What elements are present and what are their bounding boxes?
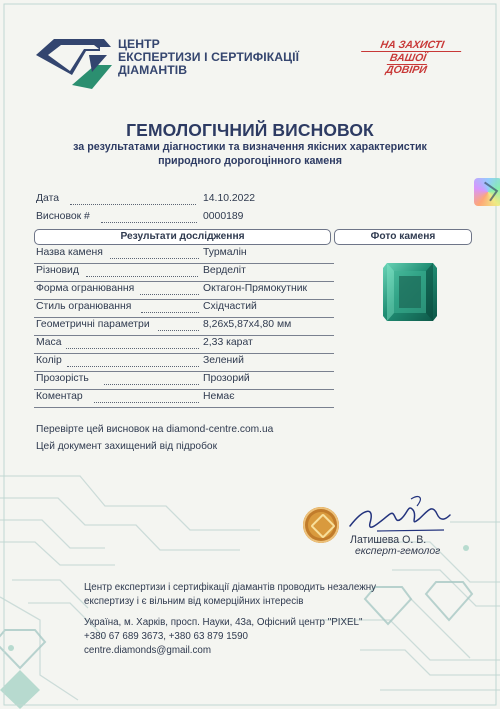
results-divider: [34, 263, 334, 264]
results-section-header: Результати дослідження: [34, 229, 331, 245]
result-label: Геометричні параметри: [36, 319, 150, 330]
result-row: [36, 247, 336, 264]
result-label: Маса: [36, 337, 62, 348]
result-dotted-leader: [104, 383, 199, 385]
seal-stamp-icon: [303, 507, 339, 543]
result-value: Зелений: [203, 355, 244, 366]
signer-name: Латишева О. В.: [350, 534, 427, 546]
slogan-line-1: НА ЗАХИСТІ: [361, 40, 463, 52]
result-value: 2,33 карат: [203, 337, 253, 348]
result-row: [36, 373, 336, 390]
result-row: [36, 283, 336, 300]
results-divider: [34, 281, 334, 282]
result-row: [36, 391, 336, 408]
result-row: [36, 337, 336, 354]
diamond-logo-icon: [34, 37, 112, 89]
result-row: [36, 265, 336, 282]
result-dotted-leader: [141, 311, 199, 313]
results-divider: [34, 299, 334, 300]
result-dotted-leader: [140, 293, 199, 295]
date-value: 14.10.2022: [203, 193, 256, 204]
result-label: Різновид: [36, 265, 79, 276]
slogan-line-3: ДОВІРИ: [384, 64, 428, 76]
date-dotted-leader: [70, 203, 196, 205]
conclusion-number-value: 0000189: [203, 211, 244, 222]
results-divider: [34, 317, 334, 318]
result-value: Турмалін: [203, 247, 247, 258]
conclusion-number-dotted-leader: [101, 221, 197, 223]
document-subtitle: [30, 140, 470, 168]
result-label: Коментар: [36, 391, 83, 402]
result-value: Октагон-Прямокутник: [203, 283, 308, 294]
results-divider: [34, 407, 334, 408]
signature-icon: [346, 492, 451, 536]
hologram-symbol-icon: [478, 182, 499, 202]
result-value: Прозорий: [203, 373, 250, 384]
result-row: [36, 301, 336, 318]
result-label: Стиль огранювання: [36, 301, 132, 312]
protection-note: Цей документ захищений від підробок: [36, 441, 218, 452]
brand-line-2: ЕКСПЕРТИЗИ І СЕРТИФІКАЦІЇ: [118, 50, 300, 64]
phone-line: +380 67 689 3673, +380 63 879 1590: [84, 631, 248, 642]
hologram-icon: [474, 178, 500, 206]
result-label: Форма огранювання: [36, 283, 135, 294]
slogan-line-2: ВАШОЇ: [387, 53, 429, 65]
photo-section-header: Фото каменя: [334, 229, 472, 245]
subtitle-line-2: природного дорогоцінного каменя: [158, 155, 342, 167]
result-dotted-leader: [67, 365, 199, 367]
result-dotted-leader: [66, 347, 199, 349]
result-dotted-leader: [94, 401, 199, 403]
bottom-text-line: експертизу і є вільним від комерційних інтересів: [84, 596, 304, 607]
result-value: Верделіт: [203, 265, 246, 276]
slogan: [357, 40, 463, 76]
email-line: centre.diamonds@gmail.com: [84, 645, 212, 656]
brand-name: [118, 38, 299, 77]
brand-line-1: ЦЕНТР: [118, 37, 160, 51]
result-value: Східчастий: [203, 301, 257, 312]
result-dotted-leader: [86, 275, 198, 277]
document-title: ГЕМОЛОГІЧНИЙ ВИСНОВОК: [126, 120, 374, 140]
result-row: [36, 355, 336, 372]
result-dotted-leader: [110, 257, 199, 259]
signer-role: експерт-гемолог: [355, 546, 441, 557]
gemstone-photo-icon: [382, 261, 438, 323]
conclusion-number-label: Висновок #: [36, 211, 90, 222]
seal-diamond-icon: [310, 513, 335, 538]
bottom-text-line: Центр експертизи і сертифікації діамантів проводить незалежну: [84, 582, 377, 593]
subtitle-line-1: за результатами діагностики та визначення якісних характеристик: [73, 141, 427, 153]
result-row: [36, 319, 336, 336]
result-value: Немає: [203, 391, 235, 402]
result-dotted-leader: [158, 329, 199, 331]
verification-note: Перевірте цей висновок на diamond-centre.com.ua: [36, 424, 274, 435]
result-label: Назва каменя: [36, 247, 103, 258]
result-value: 8,26х5,87х4,80 мм: [203, 319, 292, 330]
result-label: Прозорість: [36, 373, 89, 384]
date-label: Дата: [36, 193, 60, 204]
results-divider: [34, 335, 334, 336]
date-row: [36, 193, 336, 210]
address-line: Україна, м. Харків, просп. Науки, 43а, Офісний центр "PIXEL": [84, 617, 363, 628]
brand-line-3: ДІАМАНТІВ: [118, 63, 188, 77]
results-divider: [34, 389, 334, 390]
results-divider: [34, 353, 334, 354]
conclusion-number-row: [36, 211, 336, 228]
results-divider: [34, 371, 334, 372]
result-label: Колір: [36, 355, 62, 366]
